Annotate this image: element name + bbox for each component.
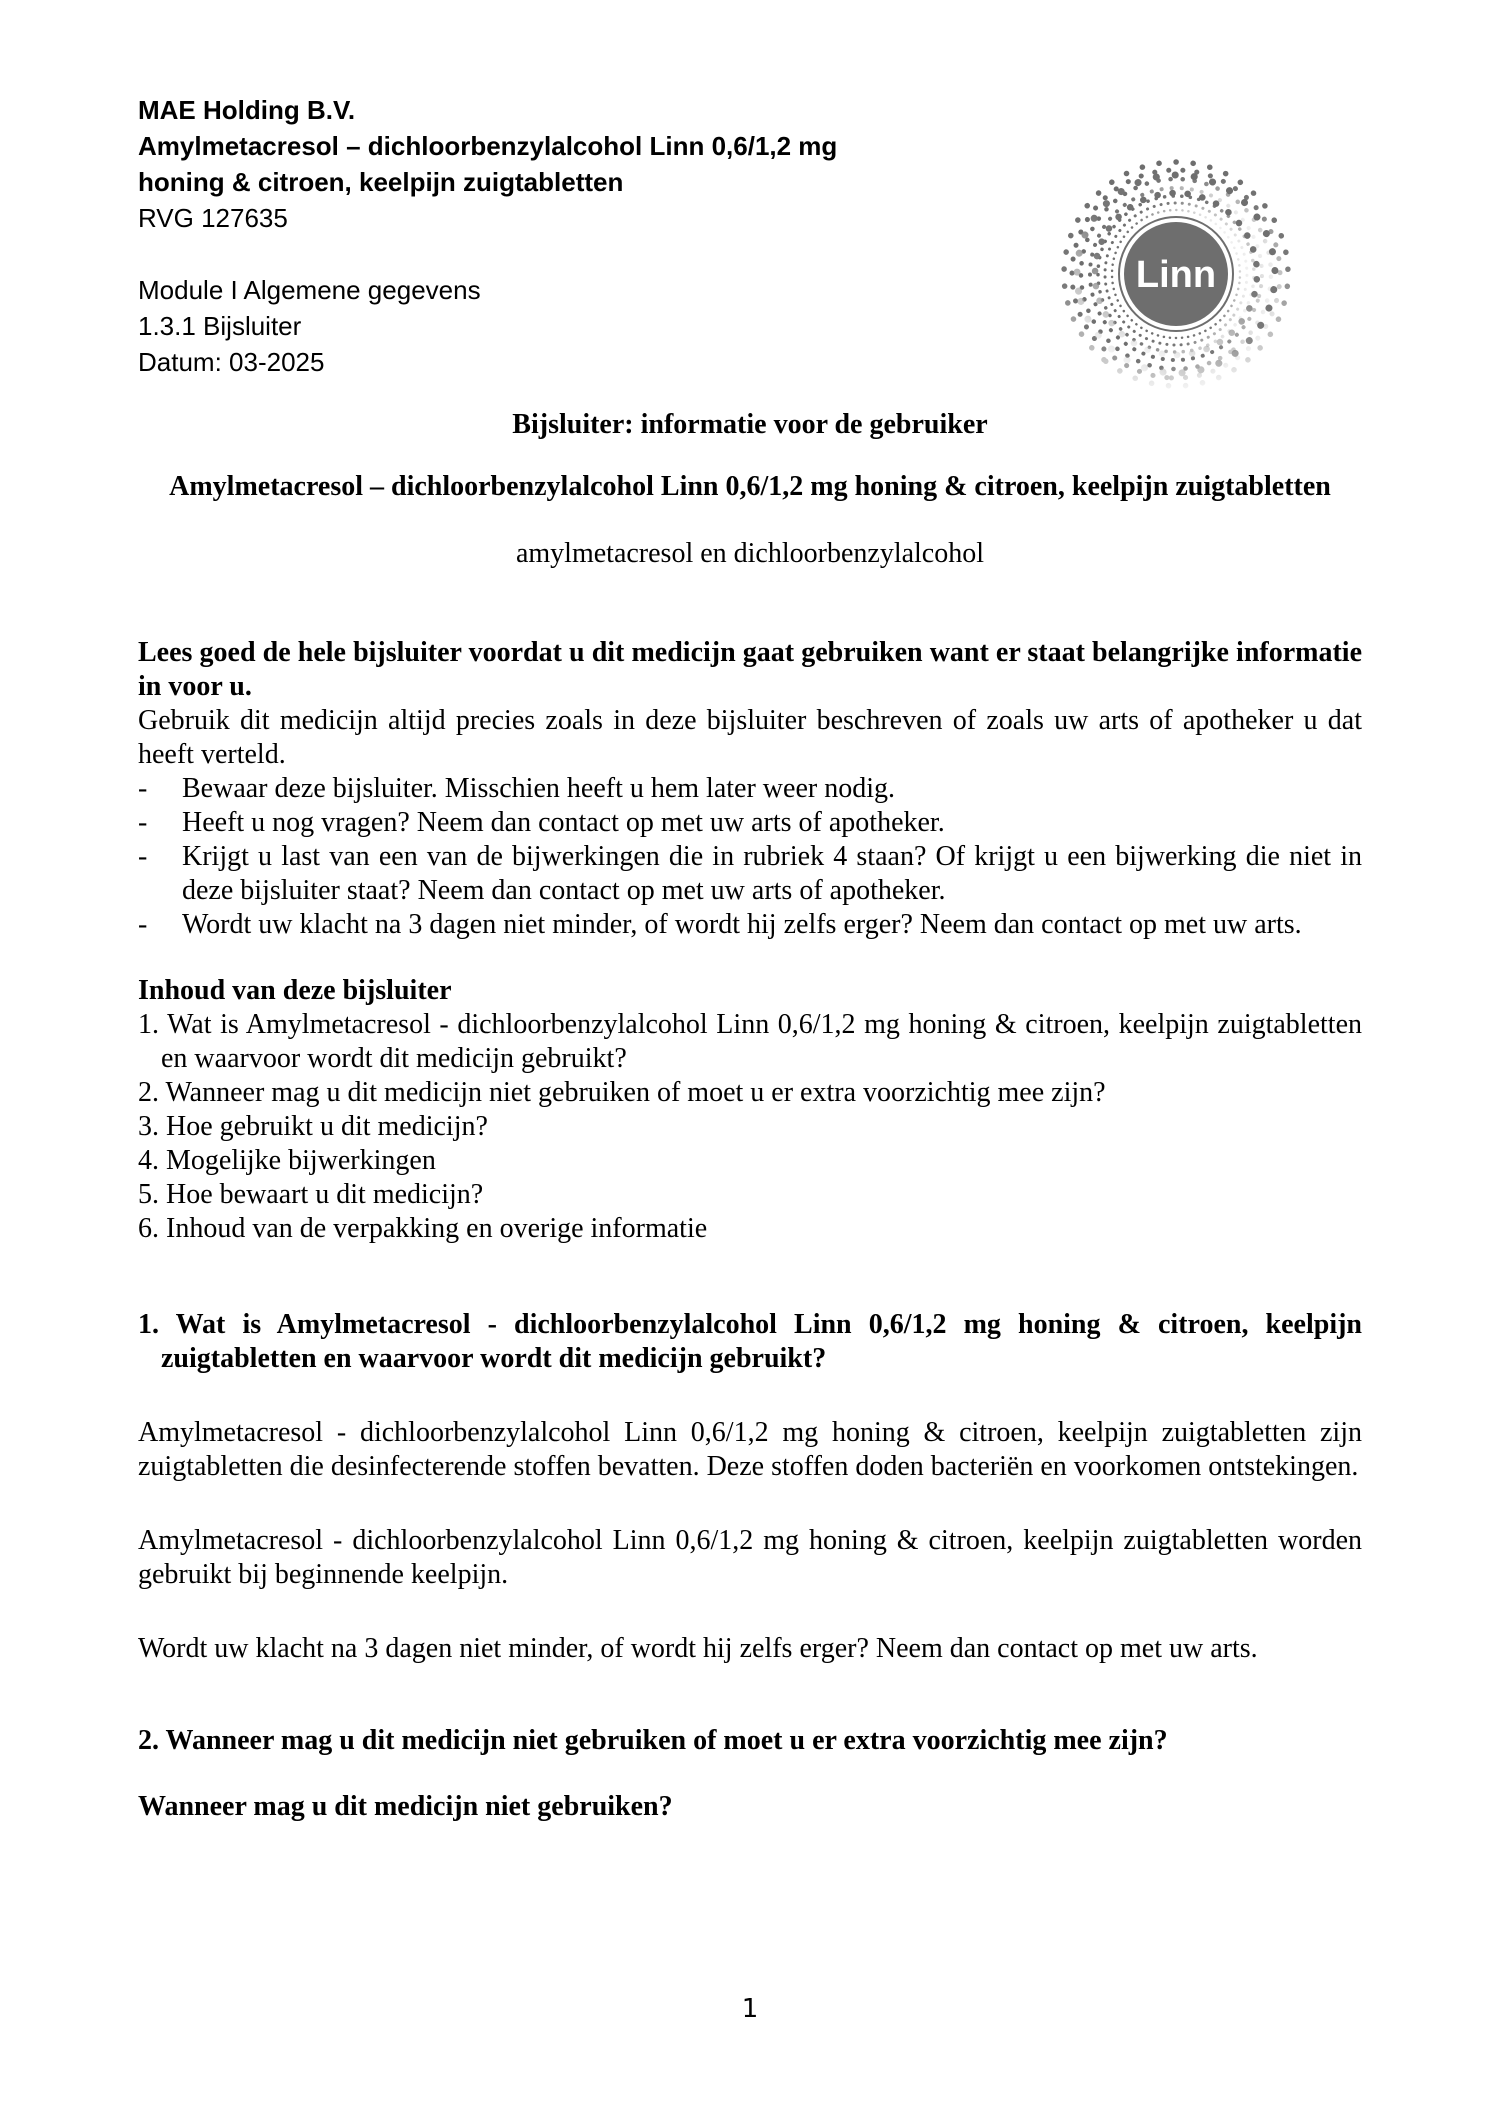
leaflet-title: Bijsluiter: informatie voor de gebruiker	[512, 409, 988, 440]
section2-subheading: Wanneer mag u dit medicijn niet gebruiken?	[138, 1791, 673, 1822]
bullet-text: Krijgt u last van een van de bijwerkingen die in rubriek 4 staan? Of krijgt u een bijwerking die niet in deze bijsluiter staat? Neem dan contact op met uw arts of apotheker.	[182, 841, 1362, 906]
bullet-item	[138, 908, 1362, 942]
body-paragraph: Amylmetacresol - dichloorbenzylalcohol Linn 0,6/1,2 mg honing & citroen, keelpijn zuigtabletten worden gebruikt bij beginnende keelpijn.	[138, 1525, 1362, 1590]
bullet-item	[138, 772, 1362, 806]
body-paragraph: Amylmetacresol - dichloorbenzylalcohol Linn 0,6/1,2 mg honing & citroen, keelpijn zuigtabletten zijn zuigtabletten die desinfecterende stoffen bevatten. Deze stoffen doden bacteriën en voorkomen ontstekingen.	[138, 1417, 1362, 1482]
bullet-text: Bewaar deze bijsluiter. Misschien heeft u hem later weer nodig.	[182, 773, 895, 804]
toc-list	[138, 1008, 1362, 1246]
toc-item: 6. Inhoud van de verpakking en overige informatie	[138, 1213, 708, 1244]
read-first-intro: Gebruik dit medicijn altijd precies zoals in deze bijsluiter beschreven of zoals uw arts of apotheker u dat heeft verteld.	[138, 705, 1362, 770]
linn-logo-graphic	[1030, 128, 1322, 420]
body-paragraph: Wordt uw klacht na 3 dagen niet minder, of wordt hij zelfs erger? Neem dan contact op met uw arts.	[138, 1633, 1258, 1664]
toc-heading: Inhoud van deze bijsluiter	[138, 975, 452, 1006]
bullet-dash: -	[138, 909, 148, 940]
active-substances: amylmetacresol en dichloorbenzylalcohol	[515, 538, 985, 569]
section1-heading: 1. Wat is Amylmetacresol - dichloorbenzylalcohol Linn 0,6/1,2 mg honing & citroen, keelpijn zuigtabletten en waarvoor wordt dit medicijn gebruikt?	[138, 1309, 1362, 1374]
page-number: 1	[741, 1994, 759, 2024]
section2-heading: 2. Wanneer mag u dit medicijn niet gebruiken of moet u er extra voorzichtig mee zijn?	[138, 1725, 1168, 1756]
bullet-dash: -	[138, 807, 148, 838]
product-title: Amylmetacresol – dichloorbenzylalcohol Linn 0,6/1,2 mg honing & citroen, keelpijn zuigtabletten	[169, 471, 1331, 502]
company-name: MAE Holding B.V.	[138, 95, 356, 125]
section1-body	[138, 1416, 1362, 1666]
toc-item: 4. Mogelijke bijwerkingen	[138, 1145, 436, 1176]
rvg-number: RVG 127635	[138, 203, 288, 233]
toc-item: 2. Wanneer mag u dit medicijn niet gebruiken of moet u er extra voorzichtig mee zijn?	[138, 1077, 1106, 1108]
read-first-bullet-list	[138, 772, 1362, 942]
module-subsection: 1.3.1 Bijsluiter	[138, 311, 302, 341]
product-name-line2: honing & citroen, keelpijn zuigtabletten	[138, 167, 624, 197]
bullet-dash: -	[138, 841, 148, 872]
module-title: Module I Algemene gegevens	[138, 275, 481, 305]
toc-item: 5. Hoe bewaart u dit medicijn?	[138, 1179, 484, 1210]
toc-item: 3. Hoe gebruikt u dit medicijn?	[138, 1111, 488, 1142]
product-name-line1: Amylmetacresol – dichloorbenzylalcohol Linn 0,6/1,2 mg	[138, 131, 838, 161]
logo-text: Linn	[1135, 254, 1217, 296]
linn-logo	[1030, 128, 1322, 420]
toc-item: 1. Wat is Amylmetacresol - dichloorbenzylalcohol Linn 0,6/1,2 mg honing & citroen, keelpijn zuigtabletten en waarvoor wordt dit medicijn gebruikt?	[138, 1009, 1362, 1074]
read-first-heading: Lees goed de hele bijsluiter voordat u dit medicijn gaat gebruiken want er staat belangrijke informatie in voor u.	[138, 637, 1362, 702]
bullet-item	[138, 806, 1362, 840]
bullet-text: Heeft u nog vragen? Neem dan contact op met uw arts of apotheker.	[182, 807, 945, 838]
document-date: Datum: 03-2025	[138, 347, 325, 377]
bullet-text: Wordt uw klacht na 3 dagen niet minder, of wordt hij zelfs erger? Neem dan contact op met uw arts.	[182, 909, 1302, 940]
bullet-item	[138, 840, 1362, 908]
bullet-dash: -	[138, 773, 148, 804]
